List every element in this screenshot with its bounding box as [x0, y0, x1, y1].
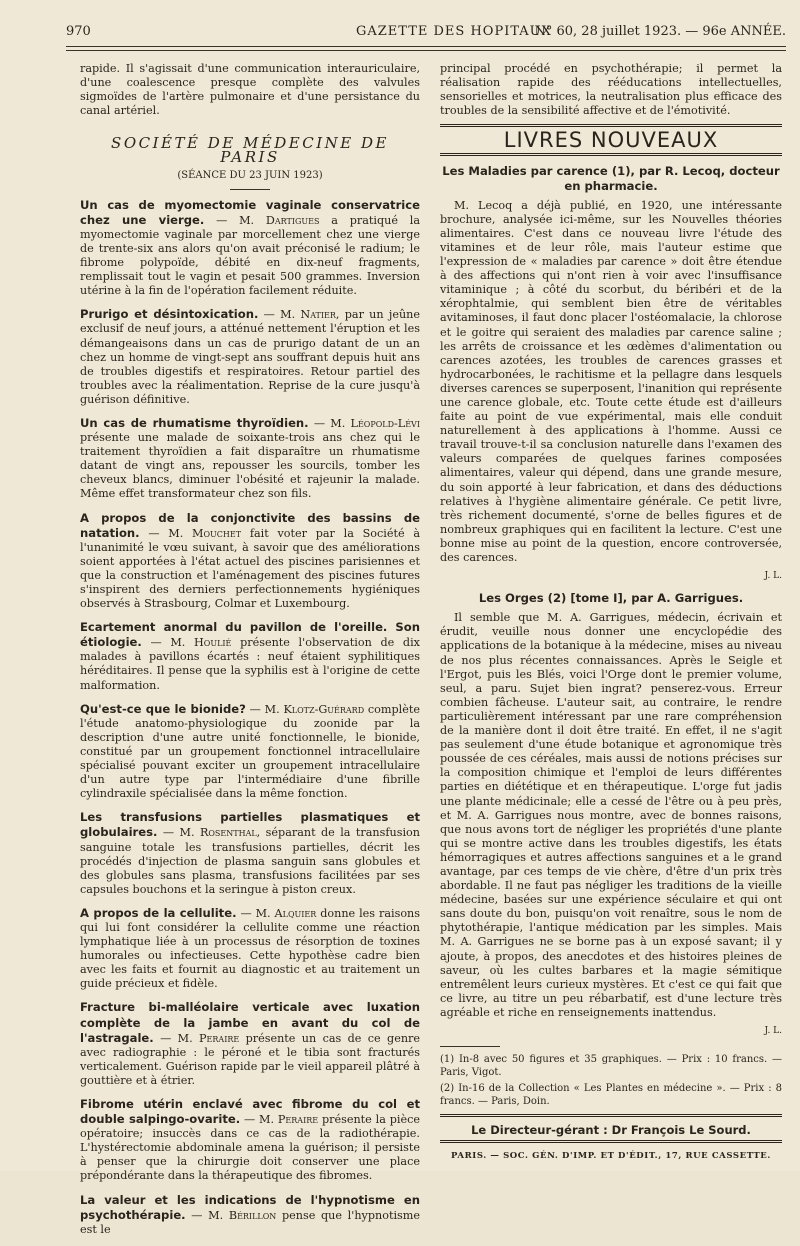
session-date: (SÉANCE DU 23 JUIN 1923)	[177, 169, 323, 181]
review-signature: J. L.	[764, 571, 782, 582]
article-body: complète l'étude anatomo-physiologique du zoonide par la description d'une autre unité fonctionnelle, le bionide, constitué par un groupement fonctionnel intracellulaire spécialisé pouvant exciter un groupement intracellulaire d'un autre type par l'intermédiaire d'une fibrille cylindraxile spécialisée dans la même fonction.	[80, 702, 420, 801]
article-author: Mouchet	[192, 526, 242, 540]
section-rule	[440, 153, 782, 156]
article-body: donne les raisons qui lui font considérer la cellulite comme une réaction lymphatique liée à un processus de résorption de toxines humorales ou infectieuses. Cette hypothèse cadre bien avec les faits et fournit au diagnostic et au traitement un guide précieux et fidèle.	[80, 906, 421, 991]
article-title: Qu'est-ce que le bionide?	[80, 701, 246, 716]
footnote: (2) In-16 de la Collection « Les Plantes en médecine ». — Prix : 8 francs. — Paris, Doin.	[440, 1083, 782, 1108]
article-title: Fibrome utérin enclavé avec fibrome du col et double salpingo-ovarite.	[80, 1097, 420, 1127]
article-author: Rosenthal	[199, 826, 257, 840]
article-author: Peraire	[199, 1031, 240, 1045]
article: Ecartement anormal du pavillon de l'oreille. Son étiologie. — M. Houlié présente l'observation de dix malades à pavillons écartés : neuf étaient syphilitiques héréditaires. Il pense que la syphilis est à l'origine de cette malformation.	[80, 620, 420, 692]
book-title: Les Maladies par carence (1), par R. Lecoq, docteur en pharmacie.	[442, 164, 780, 193]
printer-line: PARIS. — SOC. GÉN. D'IMP. ET D'ÉDIT., 17, RUE CASSETTE.	[451, 1151, 771, 1162]
running-header	[66, 24, 786, 46]
article: Un cas de myomectomie vaginale conservatrice chez une vierge. — M. Dartigues a pratiqué la myomectomie vaginale par morcellement chez une vierge de trente-six ans alors qu'on avait préconisé le radium; le fibrome polypoïde, débité en dix-neuf fragments, remplissait tout le vagin et pesait 500 grammes. Inversion utérine à la fin de l'opération facilement réduite.	[80, 197, 421, 298]
article-author: Alquier	[274, 906, 317, 920]
header-rule	[66, 46, 786, 47]
article-author: Léopold-Lévi	[350, 416, 420, 430]
book-title: Les Orges (2) [tome I], par A. Garrigues.	[478, 591, 744, 606]
director-line: Le Directeur-gérant : Dr François Le Sourd.	[471, 1123, 751, 1138]
article: A propos de la cellulite. — M. Alquier donne les raisons qui lui font considérer la cellulite comme une réaction lymphatique liée à un processus de résorption de toxines humorales ou infectieuses. Cette hypothèse cadre bien avec les faits et fournit au diagnostic et au traitement un guide précieux et fidèle.	[80, 905, 421, 991]
article-title: La valeur et les indications de l'hypnotisme en psychothérapie.	[80, 1192, 420, 1222]
right-column	[430, 62, 782, 1163]
article: A propos de la conjonctivite des bassins de natation. — M. Mouchet fait voter par la Société à l'unanimité le vœu suivant, à savoir que des améliorations soient apportées à l'état actuel des piscines parisiennes et que la construction et l'aménagement des piscines futures s'inspirent des derniers perfectionnements hygiéniques observés à Strasbourg, Colmar et Luxembourg.	[80, 510, 421, 611]
footnote: (1) In-8 avec 50 figures et 35 graphiques. — Prix : 10 francs. — Paris, Vigot.	[440, 1054, 782, 1079]
issue-info: N° 60, 28 juillet 1923. — 96e ANNÉE.	[534, 24, 786, 39]
article: La valeur et les indications de l'hypnotisme en psychothérapie. — M. Bérillon pense que l'hypnotisme est le	[80, 1192, 420, 1236]
article-author: Bérillon	[228, 1208, 277, 1222]
article-body: séparant de la transfusion sanguine totale les transfusions partielles, décrit les procédés d'injection de plasma sanguin sans globules et des globules sans plasma, transfusions facilitées par ses capsules bouchons et la seringue à piston creux.	[80, 826, 420, 896]
book-review: M. Lecoq a déjà publié, en 1920, une intéressante brochure, analysée ici-même, sur les Nouvelles théories alimentaires. C'est dans ce nouveau livre l'étude des vitamines et de leur rôle, mais l'auteur estime que l'expression de « maladies par carence » doit être étendue à des affections qui n'ont rien à voir avec l'insuffisance vitaminique ; à côté du scorbut, du béribéri et de la xérophtalmie, qui semblent bien être de véritables avitaminoses, il faut donc placer l'ostéomalacie, la chlorose et le goitre qui seraient des maladies par carence saline ; les arrêts de croissance et les œdèmes d'alimentation ou carences azotées, les troubles de carences grasses et hydrocarbonées, le rachitisme et la pellagre dans lesquels diverses carences se superposent, l'inanition qui représente une carence globale, etc. Toute cette étude est d'ailleurs faite au point de vue expérimental, mais elle conduit naturellement à des applications à l'homme. Aussi ce travail trouve-t-il sa conclusion naturelle dans l'examen des valeurs comparées de quelques farines composées alimentaires, valeur qui dépend, dans une grande mesure, du soin apporté à leur fabrication, et dans des déductions relatives à l'hygiène alimentaire générale. Ce petit livre, très richement documenté, s'orne de belles figures et de nombreux graphiques qui en facilitent la lecture. C'est une bonne mise au point de la question, encore controversée, des carences.	[440, 198, 782, 564]
book-review: Il semble que M. A. Garrigues, médecin, écrivain et érudit, veuille nous donner une encyclopédie des applications de la botanique à la médecine, mises au niveau de nos plus récentes connaissances. Après le Seigle et l'Ergot, puis les Blés, voici l'Orge dont le premier volume, seul, a paru. Sujet bien ingrat? penserez-vous. Erreur combien fâcheuse. L'auteur sait, au contraire, le rendre particulièrement intéressant par une rare compréhension de la manière dont il doit être traité. En effet, il ne s'agit pas seulement d'une étude botanique et agronomique très poussée de ces céréales, mais aussi de notions précises sur la composition chimique et l'emploi de leurs différentes parties en diététique et en thérapeutique. L'orge fut jadis une plante médicinale; elle a cessé de l'être ou à peu près, et M. A. Garrigues nous montre, avec de bonnes raisons, que nous avons tort de négliger les propriétés d'une plante qui se montre active dans les troubles digestifs, les états hémorragiques et autres affections sanguines et a le grand avantage, par ces temps de vie chère, d'être d'un prix très abordable. Il ne faut pas négliger les traditions de la vieille médecine, basées sur une expérience séculaire et qui ont sans doute du bon, puisqu'on voit renaître, sous le nom de phytothérapie, l'antique médication par les simples. Mais M. A. Garrigues ne se borne pas à un exposé savant; il y ajoute, à propos, des anecdotes et des histoires pleines de saveur, où les cultes barbares et la magie sémitique entremêlent leurs curieux mystères. Et c'est ce qui fait que ce livre, au titre un peu rébarbatif, est d'une lecture très agréable et riche en renseignements inattendus.	[440, 611, 782, 1019]
article-body: pense que l'hypnotisme est le	[80, 1208, 420, 1236]
article: Qu'est-ce que le bionide? — M. Klotz-Guérard complète l'étude anatomo-physiologique du zoonide par la description d'une autre unité fonctionnelle, le bionide, constitué par un groupement fonctionnel intracellulaire spécialisé pouvant exciter un groupement intracellulaire d'un autre type par l'intermédiaire d'une fibrille cylindraxile spécialisée dans la même fonction.	[80, 701, 420, 801]
continued-text: rapide. Il s'agissait d'une communication interauriculaire, d'une coalescence presque complète des valvules sigmoïdes de l'artère pulmonaire et d'une persistance du canal artériel.	[80, 62, 420, 118]
section-title: LIVRES NOUVEAUX	[503, 128, 719, 153]
section-rule	[440, 124, 782, 127]
article-body: présente un cas de ce genre avec radiographie : le péroné et le tibia sont fracturés verticalement. Guérison rapide par le vieil appareil plâtré à gouttière et à étrier.	[80, 1031, 420, 1087]
article-author: Dartigues	[265, 213, 320, 227]
journal-title: GAZETTE DES HOPITAUX	[356, 24, 552, 39]
article-title: A propos de la conjonctivite des bassins de natation.	[80, 510, 420, 540]
left-column	[80, 62, 420, 1246]
section-title: SOCIÉTÉ DE MÉDECINE DE PARIS	[111, 134, 389, 167]
continued-text: principal procédé en psychothérapie; il permet la réalisation rapide des rééducations intellectuelles, sensorielles et motrices, la neutralisation plus efficace des troubles de la sensibilité affective et de l'émotivité.	[440, 62, 782, 118]
article: Prurigo et désintoxication. — M. Natier, par un jeûne exclusif de neuf jours, a atténué nettement l'éruption et les démangeaisons dans un cas de prurigo datant de un an chez un homme de vingt-sept ans souffrant depuis huit ans de troubles digestifs et respiratoires. Retour partiel des troubles avec la réalimentation. Reprise de la cure jusqu'à guérison définitive.	[80, 307, 420, 406]
review-signature: J. L.	[764, 1026, 782, 1036]
article-body: présente l'observation de dix malades à pavillons écartés : neuf étaient syphilitiques héréditaires. Il pense que la syphilis est à l'origine de cette malformation.	[80, 636, 420, 692]
divider	[230, 189, 270, 190]
footnote-rule	[440, 1046, 500, 1047]
article: Les transfusions partielles plasmatiques et globulaires. — M. Rosenthal, séparant de la transfusion sanguine totale les transfusions partielles, décrit les procédés d'injection de plasma sanguin sans globules et des globules sans plasma, transfusions facilitées par ses capsules bouchons et la seringue à piston creux.	[80, 810, 420, 896]
article-body: fait voter par la Société à l'unanimité le vœu suivant, à savoir que des améliorations soient apportées à l'état actuel des piscines parisiennes et que la construction et l'aménagement des piscines futures s'inspirent des derniers perfectionnements hygiéniques observés à Strasbourg, Colmar et Luxembourg.	[80, 526, 421, 611]
article-title: Un cas de myomectomie vaginale conservatrice chez une vierge.	[80, 197, 420, 227]
header-rule-2	[66, 50, 786, 51]
article: Fracture bi-malléolaire verticale avec luxation complète de la jambe en avant du col de l'astragale. — M. Peraire présente un cas de ce genre avec radiographie : le péroné et le tibia sont fracturés verticalement. Guérison rapide par le vieil appareil plâtré à gouttière et à étrier.	[80, 1000, 420, 1087]
article-body: a pratiqué la myomectomie vaginale par morcellement chez une vierge de trente-six ans alors qu'on avait préconisé le radium; le fibrome polypoïde, débité en dix-neuf fragments, remplissait tout le vagin et pesait 500 grammes. Inversion utérine à la fin de l'opération facilement réduite.	[80, 213, 421, 298]
article-title: Prurigo et désintoxication.	[80, 307, 259, 322]
page-number: 970	[66, 24, 91, 39]
article-title: A propos de la cellulite.	[80, 905, 237, 920]
article: Fibrome utérin enclavé avec fibrome du col et double salpingo-ovarite. — M. Peraire présente la pièce opératoire; insuccès dans ce cas de la radiothérapie. L'hystérectomie abdominale amena la guérison; il persiste à penser que la chirurgie doit conserver une place prépondérante dans la thérapeutique des fibromes.	[80, 1097, 420, 1183]
article-title: Fracture bi-malléolaire verticale avec luxation complète de la jambe en avant du col de l'astragale.	[80, 1000, 420, 1045]
article-author: Peraire	[277, 1113, 319, 1127]
article-body: présente une malade de soixante-trois ans chez qui le traitement thyroïdien a fait disparaître un rhumatisme datant de vingt ans, repousser les sourcils, tomber les cheveux blancs, diminuer l'obésité et rajeunir la malade. Même effet transformateur chez son fils.	[80, 431, 420, 501]
article-author: Natier	[300, 308, 336, 322]
article-title: Un cas de rhumatisme thyroïdien.	[80, 415, 309, 430]
footer-rule	[440, 1114, 782, 1117]
article-author: Klotz-Guérard	[283, 702, 365, 716]
article-title: Les transfusions partielles plasmatiques et globulaires.	[80, 810, 420, 840]
article: Un cas de rhumatisme thyroïdien. — M. Léopold-Lévi présente une malade de soixante-trois ans chez qui le traitement thyroïdien a fait disparaître un rhumatisme datant de vingt ans, repousser les sourcils, tomber les cheveux blancs, diminuer l'obésité et rajeunir la malade. Même effet transformateur chez son fils.	[80, 415, 420, 501]
footer-rule	[440, 1140, 782, 1143]
article-body: par un jeûne exclusif de neuf jours, a atténué nettement l'éruption et les démangeaisons dans un cas de prurigo datant de un an chez un homme de vingt-sept ans souffrant depuis huit ans de troubles digestifs et respiratoires. Retour partiel des troubles avec la réalimentation. Reprise de la cure jusqu'à guérison définitive.	[80, 308, 420, 406]
article-title: Ecartement anormal du pavillon de l'oreille. Son étiologie.	[80, 620, 420, 650]
article-author: Houlié	[194, 636, 232, 650]
article-body: présente la pièce opératoire; insuccès dans ce cas de la radiothérapie. L'hystérectomie abdominale amena la guérison; il persiste à penser que la chirurgie doit conserver une place prépondérante dans la thérapeutique des fibromes.	[80, 1113, 420, 1183]
